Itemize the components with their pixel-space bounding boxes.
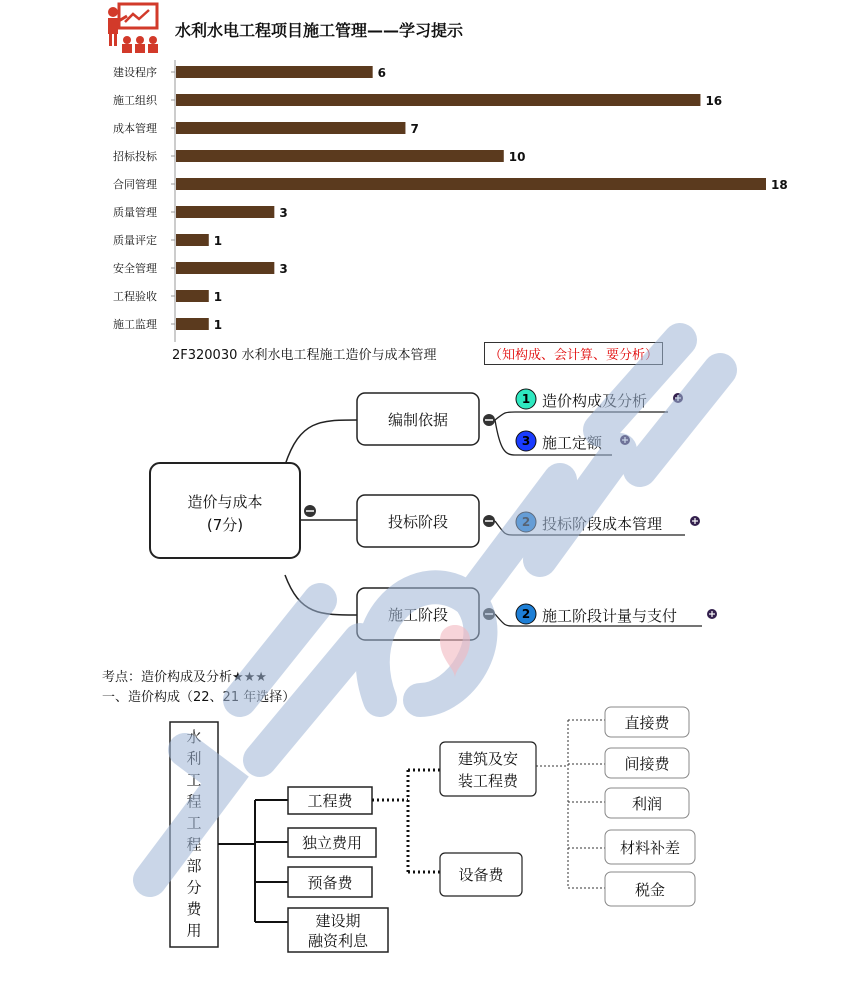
value-label: 3 xyxy=(279,262,288,276)
node-label: 材料补差 xyxy=(619,839,681,857)
node-label: 税金 xyxy=(634,881,666,899)
leaf-label: 造价构成及分析 xyxy=(542,392,648,410)
root-char: 水 xyxy=(186,728,202,746)
node-yubeifei[interactable] xyxy=(288,867,372,897)
node-label: 间接费 xyxy=(624,755,670,773)
section-tag: （知构成、会计算、要分析） xyxy=(484,342,663,365)
category-label: 质量管理 xyxy=(113,206,157,219)
node-lirun[interactable] xyxy=(605,788,689,818)
root-char: 程 xyxy=(186,792,202,811)
root-char: 工 xyxy=(186,771,202,789)
bar-chart xyxy=(0,55,841,345)
section-heading: 一、造价构成（22、21 年选择） xyxy=(102,690,296,705)
branch-shigong[interactable] xyxy=(357,588,479,640)
root-char: 费 xyxy=(186,900,202,918)
bar xyxy=(176,122,405,134)
node-jianshe-lixi[interactable] xyxy=(288,908,388,952)
branch-label: 投标阶段 xyxy=(387,513,449,531)
value-label: 1 xyxy=(213,290,223,304)
category-label: 招标投标 xyxy=(113,150,157,163)
node-zhijiefei[interactable] xyxy=(605,707,689,737)
node-duli-feiyong[interactable] xyxy=(288,828,376,857)
leaf-zaojia-goucheng[interactable] xyxy=(516,389,683,410)
teacher-classroom-icon xyxy=(105,2,161,54)
badge: 2 xyxy=(521,515,531,529)
badge: 3 xyxy=(521,434,531,448)
leaf-toubiao-chengben[interactable] xyxy=(516,512,700,533)
leaf-label: 施工阶段计量与支付 xyxy=(542,607,678,625)
root-line1: 造价与成本 xyxy=(187,493,263,511)
bar xyxy=(176,150,504,162)
category-label: 工程验收 xyxy=(113,290,157,303)
bar xyxy=(176,206,274,218)
leaf-label: 投标阶段成本管理 xyxy=(542,515,663,533)
value-label: 10 xyxy=(508,150,526,164)
category-label: 施工监理 xyxy=(113,318,157,331)
bar xyxy=(176,178,766,190)
node-label: 工程费 xyxy=(307,792,353,810)
node-label: 直接费 xyxy=(624,714,670,732)
node-label: 利润 xyxy=(631,795,663,813)
page-title: 水利水电工程项目施工管理——学习提示 xyxy=(175,21,464,40)
category-label: 质量评定 xyxy=(113,234,157,247)
root-char: 程 xyxy=(186,835,202,854)
node-cailiao-bucha[interactable] xyxy=(605,830,695,864)
mind-map xyxy=(0,380,841,650)
bar xyxy=(176,318,209,330)
value-label: 1 xyxy=(213,318,223,332)
value-label: 1 xyxy=(213,234,223,248)
root-char: 分 xyxy=(186,878,202,897)
badge: 2 xyxy=(521,607,531,621)
value-label: 3 xyxy=(279,206,288,220)
exam-point: 考点：造价构成及分析★★★ xyxy=(102,670,267,685)
category-label: 建设程序 xyxy=(113,66,157,79)
leaf-label: 施工定额 xyxy=(542,434,603,452)
cost-composition-diagram xyxy=(0,700,841,994)
root-char: 工 xyxy=(186,814,202,832)
value-label: 16 xyxy=(705,94,723,108)
node-jianjiefei[interactable] xyxy=(605,748,689,778)
branch-toubiao[interactable] xyxy=(357,495,479,547)
root-char: 利 xyxy=(186,749,202,768)
leaf-shigong-jiliang[interactable] xyxy=(516,604,717,625)
node-shebeifei[interactable] xyxy=(440,853,522,896)
category-label: 合同管理 xyxy=(113,178,157,191)
leaf-shigong-dinge[interactable] xyxy=(516,431,630,452)
bar xyxy=(176,234,209,246)
node-label: 建设期 xyxy=(315,912,361,930)
node-label: 融资利息 xyxy=(307,932,369,950)
bar xyxy=(176,262,274,274)
mindmap-root[interactable] xyxy=(150,463,300,558)
node-gongchengfei[interactable] xyxy=(288,787,372,814)
branch-label: 编制依据 xyxy=(387,411,449,429)
node-jianzhu-anzhuang[interactable] xyxy=(440,742,536,796)
branch-bianzhi[interactable] xyxy=(357,393,479,445)
section-code-title: 2F320030 水利水电工程施工造价与成本管理 xyxy=(172,348,437,363)
node-label: 预备费 xyxy=(307,874,353,892)
root-char: 部 xyxy=(186,857,202,875)
node-label: 建筑及安 xyxy=(457,750,519,768)
category-label: 施工组织 xyxy=(113,94,157,107)
bar xyxy=(176,94,700,106)
bar xyxy=(176,290,209,302)
node-label: 独立费用 xyxy=(301,834,363,852)
value-label: 7 xyxy=(410,122,419,136)
value-label: 6 xyxy=(377,66,387,80)
bar xyxy=(176,66,373,78)
branch-label: 施工阶段 xyxy=(387,606,449,624)
root-line2: (7分) xyxy=(206,516,244,534)
node-shuijin[interactable] xyxy=(605,872,695,906)
root-char: 用 xyxy=(186,921,202,940)
node-label: 装工程费 xyxy=(457,772,519,790)
category-label: 成本管理 xyxy=(113,122,157,135)
value-label: 18 xyxy=(771,178,788,192)
category-label: 安全管理 xyxy=(113,262,157,275)
badge: 1 xyxy=(521,392,531,406)
node-label: 设备费 xyxy=(458,866,504,884)
